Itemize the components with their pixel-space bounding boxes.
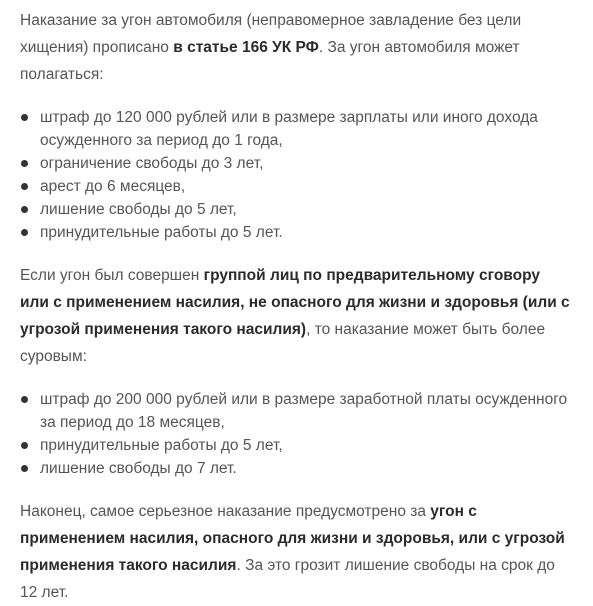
list-item [20, 175, 571, 198]
list-item [20, 152, 571, 175]
bullet-icon [21, 114, 28, 121]
final-text-2: . За это грозит лишение свободы на срок до 12 лет. [20, 557, 555, 601]
final-paragraph [20, 498, 571, 606]
list-item [20, 388, 571, 434]
list-item [20, 457, 571, 480]
final-text-bold: угон с применением насилия, опасного для жизни и здоровья, или с угрозой применения такого насилия [20, 503, 565, 574]
intro-text-2: . За угон автомобиля может полагаться: [20, 39, 520, 83]
list-item [20, 106, 571, 152]
group-paragraph [20, 262, 571, 370]
list-item-text: штраф до 120 000 рублей или в размере зарплаты или иного дохода осужденного за период до 1 года, [40, 109, 538, 149]
final-text-1: Наконец, самое серьезное наказание предусмотрено за [20, 503, 431, 520]
list-item [20, 198, 571, 221]
intro-paragraph [20, 7, 571, 88]
intro-text-1: Наказание за угон автомобиля (неправомерное завладение без цели хищения) прописано [20, 12, 522, 56]
penalties-list-group [20, 388, 571, 480]
group-text-2: , то наказание может быть более суровым: [20, 321, 546, 365]
bullet-icon [21, 465, 28, 472]
penalties-list-basic [20, 106, 571, 244]
bullet-icon [21, 160, 28, 167]
bullet-icon [21, 183, 28, 190]
group-text-bold: группой лиц по предварительному сговору или с применением насилия, не опасного для жизни и здоровья (или с угрозой применения такого насилия) [20, 267, 570, 338]
list-item-text: ограничение свободы до 3 лет, [40, 155, 264, 172]
list-item [20, 221, 571, 244]
list-item-text: штраф до 200 000 рублей или в размере заработной платы осужденного за период до 18 месяцев, [40, 391, 568, 431]
list-item-text: арест до 6 месяцев, [40, 178, 186, 195]
bullet-icon [21, 229, 28, 236]
list-item-text: лишение свободы до 5 лет, [40, 201, 237, 218]
group-text-1: Если угон был совершен [20, 267, 204, 284]
list-item-text: принудительные работы до 5 лет, [40, 437, 283, 454]
bullet-icon [21, 396, 28, 403]
list-item [20, 434, 571, 457]
list-item-text: принудительные работы до 5 лет. [40, 224, 283, 241]
bullet-icon [21, 442, 28, 449]
intro-article-reference: в статье 166 УК РФ [173, 39, 319, 56]
bullet-icon [21, 206, 28, 213]
list-item-text: лишение свободы до 7 лет. [40, 460, 237, 477]
